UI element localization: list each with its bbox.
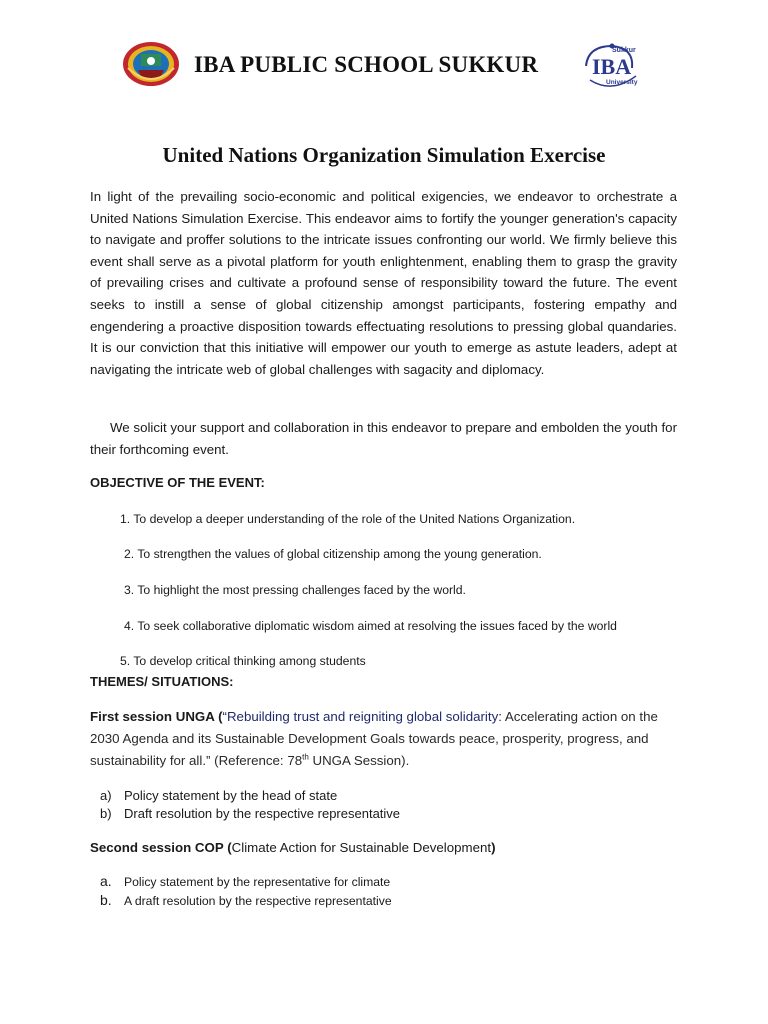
school-name: IBA PUBLIC SCHOOL SUKKUR bbox=[194, 52, 539, 77]
objective-item: 3. To highlight the most pressing challenges faced by the world. bbox=[124, 583, 466, 597]
logo-text-sukkur: Sukkur bbox=[612, 47, 636, 54]
second-session-close: ) bbox=[491, 840, 496, 855]
list-item-text: A draft resolution by the respective representative bbox=[124, 894, 392, 908]
list-marker: b) bbox=[100, 806, 112, 821]
list-marker: a. bbox=[100, 873, 112, 889]
iba-university-logo bbox=[582, 40, 642, 92]
list-marker: b. bbox=[100, 892, 112, 908]
objective-item: 4. To seek collaborative diplomatic wisdom aimed at resolving the issues faced by the world bbox=[124, 619, 617, 633]
list-item bbox=[100, 787, 400, 805]
themes-heading: THEMES/ SITUATIONS: bbox=[90, 674, 234, 689]
first-session-label: First session UNGA ( bbox=[90, 709, 223, 724]
second-session-description bbox=[90, 840, 496, 855]
support-paragraph: We solicit your support and collaboration in this endeavor to prepare and embolden the youth for their forthcoming event. bbox=[90, 420, 677, 457]
second-session-topic: Climate Action for Sustainable Development bbox=[231, 840, 492, 855]
first-session-theme-rest: : Accelerating action on the 2030 Agenda and its Sustainable Development Goals towards peace, prosperity, progress, and sustainability for all.” (Reference: 78 bbox=[90, 709, 658, 768]
logo-text-university: University bbox=[606, 79, 638, 86]
logo-text-iba: IBA bbox=[592, 54, 632, 79]
school-crest-logo bbox=[122, 40, 180, 88]
first-session-description bbox=[90, 706, 680, 771]
list-marker: a) bbox=[100, 788, 112, 803]
list-item-text: Draft resolution by the respective representative bbox=[124, 806, 401, 821]
ordinal-suffix: th bbox=[302, 752, 309, 762]
intro-paragraph: In light of the prevailing socio-economic and political exigencies, we endeavor to orchestrate a United Nations Simulation Exercise. This endeavor aims to fortify the younger generation's capacity to navigate and proffer solutions to the intricate issues confronting our world. We firmly believe this event shall serve as a pivotal platform for youth enlightenment, enabling them to grasp the gravity of prevailing crises and cultivate a profound sense of responsibility toward the future. The event seeks to instill a sense of global citizenship amongst participants, fostering empathy and engendering a proactive disposition towards effectuating resolutions to pressing global quandaries. It is our conviction that this initiative will empower our youth to emerge as astute leaders, adept at navigating the intricate web of global challenges with sagacity and diplomacy. bbox=[90, 189, 677, 377]
first-session-theme-quote: “Rebuilding trust and reigniting global solidarity bbox=[222, 709, 499, 724]
first-session-reference-end: UNGA Session). bbox=[308, 752, 410, 768]
list-item-text: Policy statement by the head of state bbox=[124, 788, 338, 803]
objective-item: 1. To develop a deeper understanding of the role of the United Nations Organization. bbox=[120, 512, 576, 526]
first-session-list bbox=[100, 787, 400, 823]
list-item-text: Policy statement by the representative for climate bbox=[124, 875, 391, 889]
objectives-heading: OBJECTIVE OF THE EVENT: bbox=[90, 475, 265, 490]
document-title: United Nations Organization Simulation Exercise bbox=[162, 143, 606, 167]
second-session-list bbox=[100, 872, 392, 910]
second-session-label: Second session COP ( bbox=[90, 840, 232, 855]
letterhead bbox=[0, 38, 768, 98]
objective-item: 2. To strengthen the values of global citizenship among the young generation. bbox=[124, 547, 542, 561]
list-item bbox=[100, 872, 392, 891]
list-item bbox=[100, 805, 400, 823]
list-item bbox=[100, 891, 392, 910]
objective-item: 5. To develop critical thinking among students bbox=[120, 654, 366, 668]
